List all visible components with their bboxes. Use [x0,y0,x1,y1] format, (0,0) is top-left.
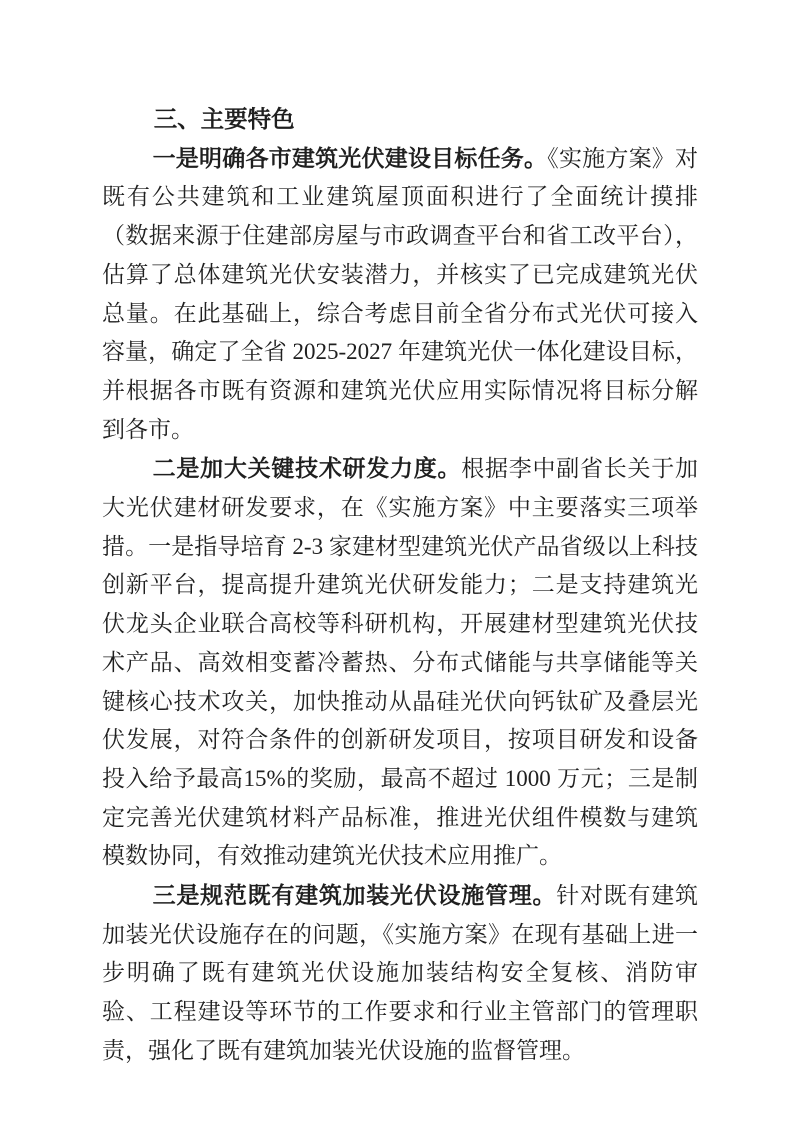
paragraph-text: 《实施方案》对既有公共建筑和工业建筑屋顶面积进行了全面统计摸排（数据来源于住建部房屋与市政调查平台和省工改平台），估算了总体建筑光伏安装潜力，并核实了已完成建筑光伏总量。在此基础上，综合考虑目前全省分布式光伏可接入容量，确定了全省 2025-2027 年建筑光伏一体化建设目标，并根据各市既有资源和建筑光伏应用实际情况将目标分解到各市。 [102,145,699,442]
paragraph [102,449,698,876]
section-heading: 三、主要特色 [153,106,295,132]
document-content [102,100,698,1071]
paragraph [102,139,698,450]
paragraph [102,876,698,1071]
paragraph-lead: 三是规范既有建筑加装光伏设施管理。 [152,882,557,909]
paragraph-lead: 二是加大关键技术研发力度。 [152,455,462,482]
paragraph-lead: 一是明确各市建筑光伏建设目标任务。 [152,144,548,171]
paragraph-text: 根据李中副省长关于加大光伏建材研发要求，在《实施方案》中主要落实三项举措。一是指导培育 2-3 家建材型建筑光伏产品省级以上科技创新平台，提高提升建筑光伏研发能力；二是支持建筑光伏龙头企业联合高校等科研机构，开展建材型建筑光伏技术产品、高效相变蓄冷蓄热、分布式储能与共享储能等关键核心技术攻关，加快推动从晶硅光伏向钙钛矿及叠层光伏发展，对符合条件的创新研发项目，按项目研发和设备投入给予最高15%的奖励，最高不超过 1000 万元；三是制定完善光伏建筑材料产品标准，推进光伏组件模数与建筑模数协同，有效推动建筑光伏技术应用推广。 [102,456,699,869]
paragraph-text: 针对既有建筑加装光伏设施存在的问题，《实施方案》在现有基础上进一步明确了既有建筑光伏设施加装结构安全复核、消防审验、工程建设等环节的工作要求和行业主管部门的管理职责，强化了既有建筑加装光伏设施的监督管理。 [102,883,699,1063]
